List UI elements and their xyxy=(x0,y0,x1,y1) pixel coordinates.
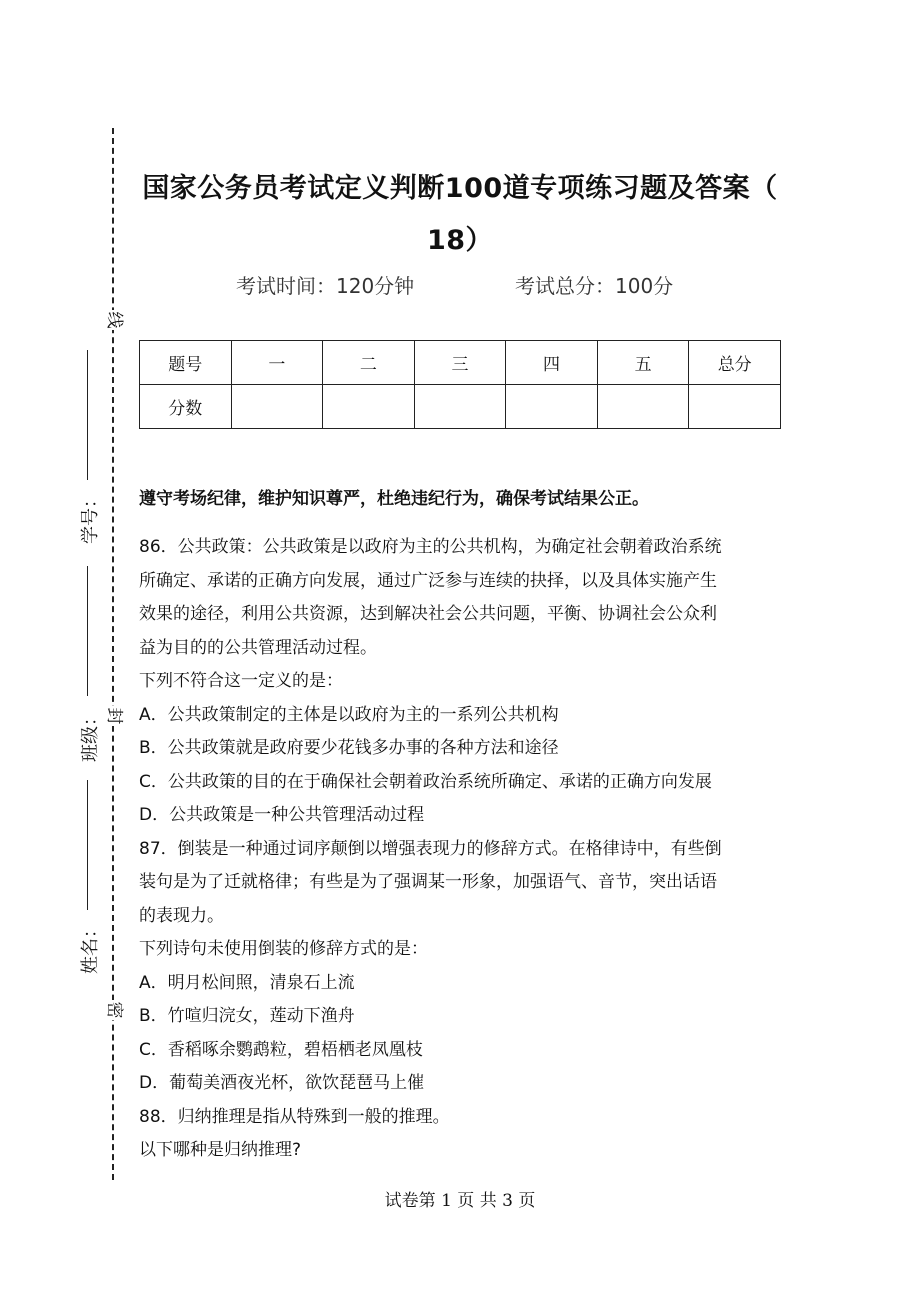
score-table-header-row xyxy=(140,341,781,385)
header-cell: 一 xyxy=(231,341,323,385)
score-cell[interactable] xyxy=(414,385,506,429)
exam-total-score: 考试总分：100分 xyxy=(515,274,674,298)
page-title-line-1: 国家公务员考试定义判断100道专项练习题及答案（ xyxy=(142,173,778,204)
text-line: 87．倒装是一种通过词序颠倒以增强表现力的修辞方式。在格律诗中，有些倒 xyxy=(139,838,722,859)
option-line: D．葡萄美酒夜光杯，欲饮琵琶马上催 xyxy=(139,1073,425,1093)
score-table xyxy=(139,340,781,429)
option-line: C．香稻啄余鹦鹉粒，碧梧栖老凤凰枝 xyxy=(139,1039,423,1060)
name-rule xyxy=(87,780,88,910)
text-line: 下列不符合这一定义的是： xyxy=(139,671,343,691)
row-label-cell: 分数 xyxy=(140,385,232,429)
text-line: 所确定、承诺的正确方向发展，通过广泛参与连续的抉择，以及具体实施产生 xyxy=(139,570,717,591)
exam-notice: 遵守考场纪律，维护知识尊严，杜绝违纪行为，确保考试结果公正。 xyxy=(139,489,649,509)
score-cell[interactable] xyxy=(506,385,598,429)
option-line: B．竹喧归浣女，莲动下渔舟 xyxy=(139,1006,355,1026)
header-cell: 四 xyxy=(506,341,598,385)
text-line: 86．公共政策：公共政策是以政府为主的公共机构，为确定社会朝着政治系统 xyxy=(139,537,722,557)
score-cell[interactable] xyxy=(323,385,415,429)
binding-char-secret: 密 xyxy=(104,1001,124,1019)
option-line: A．明月松间照，清泉石上流 xyxy=(139,972,355,993)
page-footer: 试卷第 1 页 共 3 页 xyxy=(384,1191,536,1211)
option-line: C．公共政策的目的在于确保社会朝着政治系统所确定、承诺的正确方向发展 xyxy=(139,771,712,792)
question-body xyxy=(139,531,789,1168)
class-rule xyxy=(87,566,88,696)
header-cell: 二 xyxy=(323,341,415,385)
text-line: 下列诗句未使用倒装的修辞方式的是： xyxy=(139,939,428,959)
score-table-score-row xyxy=(140,385,781,429)
student-id-rule xyxy=(87,350,88,480)
score-cell[interactable] xyxy=(597,385,689,429)
header-cell: 题号 xyxy=(140,341,232,385)
binding-dashed-line xyxy=(112,128,114,1180)
text-line: 88．归纳推理是指从特殊到一般的推理。 xyxy=(139,1106,450,1127)
option-line: D．公共政策是一种公共管理活动过程 xyxy=(139,805,425,825)
student-id-label: 学号： xyxy=(80,490,101,544)
name-label: 姓名： xyxy=(80,920,101,974)
header-cell: 五 xyxy=(597,341,689,385)
text-line: 以下哪种是归纳推理? xyxy=(139,1140,302,1160)
binding-char-line: 线 xyxy=(104,311,124,329)
option-line: B．公共政策就是政府要少花钱多办事的各种方法和途径 xyxy=(139,738,559,758)
option-line: A．公共政策制定的主体是以政府为主的一系列公共机构 xyxy=(139,704,559,725)
class-label: 班级： xyxy=(80,708,101,762)
text-line: 的表现力。 xyxy=(139,905,224,926)
binding-char-seal: 封 xyxy=(104,707,124,725)
page-title-line-2: 18） xyxy=(426,225,494,256)
text-line: 益为目的的公共管理活动过程。 xyxy=(139,637,377,658)
score-cell[interactable] xyxy=(689,385,781,429)
text-line: 装句是为了迁就格律；有些是为了强调某一形象，加强语气、音节，突出话语 xyxy=(139,872,717,892)
exam-time: 考试时间：120分钟 xyxy=(236,274,415,298)
score-cell[interactable] xyxy=(231,385,323,429)
header-cell: 总分 xyxy=(689,341,781,385)
text-line: 效果的途径，利用公共资源，达到解决社会公共问题，平衡、协调社会公众利 xyxy=(139,604,717,624)
header-cell: 三 xyxy=(414,341,506,385)
